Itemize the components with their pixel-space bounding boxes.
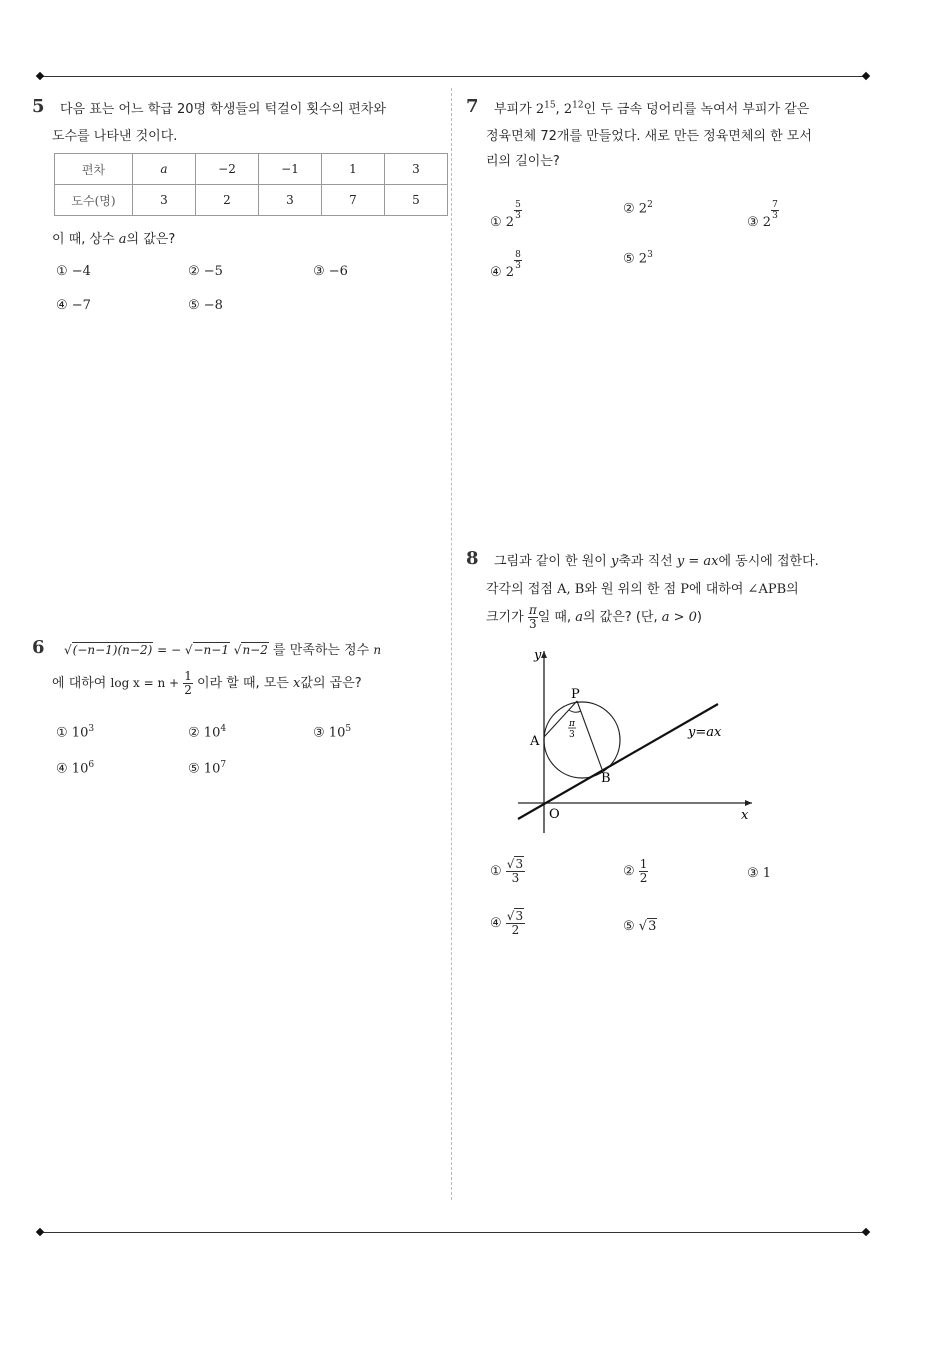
choice-mark: ① [490, 215, 502, 230]
base: 2 [563, 102, 573, 117]
line-y-ax [518, 704, 718, 819]
question-text: 의 값은? (단, [582, 610, 662, 625]
choice-mark: ① [490, 864, 502, 879]
choice-3[interactable]: ③ 1 [747, 866, 772, 881]
exponent-fraction [514, 200, 522, 221]
prompt-text: 이 때, 상수 [52, 232, 119, 247]
angle-numerator: π [569, 719, 575, 729]
choice-3[interactable]: ③ −6 [313, 264, 348, 279]
choice-3[interactable] [313, 724, 351, 740]
question-text-line1 [494, 550, 819, 569]
question-text: 리의 길이는? [486, 154, 560, 169]
base: 10 [328, 725, 346, 741]
numerator: π [528, 603, 537, 617]
line-equation: y = ax [676, 554, 719, 569]
base: 10 [203, 761, 221, 777]
choice-1[interactable] [490, 200, 522, 230]
question-text: 그림과 같이 한 원이 [494, 554, 611, 569]
point-p-label: P [571, 687, 580, 702]
x-axis-arrow [745, 800, 752, 806]
circle-tangent-figure [510, 645, 760, 837]
choice-1[interactable] [490, 858, 525, 885]
choice-mark: ⑤ [623, 919, 635, 934]
question-text: 정육면체 72개를 만들었다. 새로 만든 정육면체의 한 모서 [486, 129, 812, 144]
variable: n [373, 643, 382, 657]
table-cell: 5 [385, 185, 448, 216]
exponent: 5 [345, 724, 352, 734]
question-text: 크기가 [486, 610, 528, 625]
exponent: 15 [544, 100, 556, 111]
table-cell: 3 [259, 185, 322, 216]
denominator: 2 [511, 923, 520, 937]
question-text: 도수를 나타낸 것이다. [52, 129, 178, 144]
exponent: 6 [88, 760, 95, 770]
table-cell: −1 [259, 154, 322, 185]
question-text: 각각의 접점 [486, 582, 558, 597]
table-cell: 1 [322, 154, 385, 185]
point-a-label: A [530, 734, 540, 749]
choice-2[interactable] [623, 858, 648, 885]
exponent: 3 [647, 250, 653, 260]
exponent-fraction [771, 200, 779, 221]
question-text: 를 만족하는 정수 [268, 643, 374, 658]
question-text: ) [696, 610, 702, 625]
condition: a > 0 [661, 610, 697, 625]
base: 2 [638, 201, 648, 217]
choice-4[interactable] [490, 250, 522, 280]
base: 10 [203, 725, 221, 741]
question-text: 인 두 금속 덩어리를 녹여서 부피가 같은 [583, 102, 810, 117]
exponent-fraction [514, 250, 522, 271]
origin-label: O [549, 807, 560, 822]
base: 2 [535, 102, 545, 117]
choice-5[interactable]: ⑤ √3 [623, 919, 657, 934]
choice-5[interactable] [623, 250, 653, 266]
choice-mark: ④ [490, 916, 502, 931]
table-cell: 편차 [55, 154, 133, 185]
question-text: 부피가 [494, 102, 536, 117]
question-text: 에 대하여 [689, 582, 748, 597]
prompt-text: 의 값은? [126, 232, 176, 247]
question-text-line2 [486, 578, 799, 597]
table-row [55, 185, 448, 216]
fraction: $\frac{√3}{3}$ [506, 857, 524, 885]
choice-1[interactable] [56, 724, 94, 740]
base: 2 [638, 251, 648, 267]
line-label: y=ax [688, 725, 722, 740]
separator: , [555, 102, 564, 117]
variable: a [575, 610, 583, 625]
choice-5[interactable] [188, 760, 226, 776]
choice-mark: ⑤ [188, 761, 200, 777]
exponent: 3 [88, 724, 95, 734]
angle: ∠APB [747, 582, 787, 597]
exponent: 2 [647, 200, 653, 210]
choice-mark: ④ [490, 265, 502, 280]
choice-5[interactable]: ⑤ −8 [188, 298, 223, 313]
radicand: 3 [515, 909, 524, 923]
table-cell: 3 [385, 154, 448, 185]
numerator: 1 [639, 857, 648, 871]
numerator: 1 [184, 669, 192, 683]
variable: y [611, 554, 619, 569]
question-text: 와 원 위의 한 점 [584, 582, 681, 597]
choice-mark: ② [188, 725, 200, 741]
base: 2 [505, 265, 515, 280]
point-b-label: B [601, 771, 611, 786]
radicand: −n−1 [193, 643, 229, 657]
top-rule [40, 76, 866, 77]
denominator: 3 [511, 871, 520, 885]
numerator: 8 [515, 250, 521, 260]
points: A, B [557, 582, 585, 597]
choice-3[interactable] [747, 200, 779, 230]
deviation-table [54, 153, 448, 216]
fraction [183, 670, 193, 697]
denominator: 3 [528, 617, 537, 631]
question-text: 에 동시에 접한다. [718, 554, 819, 569]
choice-mark: ④ [56, 761, 68, 777]
fraction: $\frac{√3}{2}$ [506, 909, 524, 937]
fraction [639, 858, 649, 885]
y-axis-label: y [534, 648, 542, 663]
choice-mark: ② [623, 864, 635, 879]
denominator: 2 [184, 683, 192, 697]
table-cell: −2 [196, 154, 259, 185]
choice-2[interactable] [188, 724, 226, 740]
denominator: 3 [515, 261, 521, 271]
denominator: 2 [639, 871, 648, 885]
choice-4[interactable] [56, 760, 94, 776]
question-text: 이라 할 때, 모든 [192, 676, 294, 691]
table-row [55, 154, 448, 185]
question-text-line2 [52, 670, 362, 697]
point: P [680, 582, 690, 597]
exponent: 7 [220, 760, 227, 770]
question-number: 7 [466, 96, 479, 117]
table-cell: 2 [196, 185, 259, 216]
table-cell: 3 [133, 185, 196, 216]
radicand: 3 [515, 857, 524, 871]
question-text-line3 [486, 604, 702, 631]
base: 10 [71, 725, 89, 741]
choice-mark: ⑤ [623, 251, 635, 267]
question-text: 일 때, [537, 610, 576, 625]
x-axis-label: x [741, 808, 749, 823]
log-expression: log x = n + [110, 676, 180, 690]
exponent: 12 [572, 100, 584, 111]
question-text: 에 대하여 [52, 676, 111, 691]
variable: a [118, 232, 127, 247]
base: 2 [762, 215, 772, 230]
angle-arc [569, 710, 581, 712]
exponent: 4 [220, 724, 227, 734]
radicand: n−2 [242, 643, 268, 657]
denominator: 3 [515, 211, 521, 221]
choice-4[interactable] [490, 910, 525, 937]
choice-mark: ② [623, 201, 635, 217]
fraction [528, 604, 538, 631]
choice-mark: ③ [747, 215, 759, 230]
question-number: 6 [32, 637, 45, 658]
radicand: 3 [648, 919, 657, 934]
question-text-line1 [494, 98, 809, 117]
denominator: 3 [772, 211, 778, 221]
choice-4[interactable]: ④ −7 [56, 298, 91, 313]
table-cell: a [133, 154, 196, 185]
bottom-rule [40, 1232, 866, 1233]
numerator: 5 [515, 200, 521, 210]
column-divider [451, 88, 452, 1200]
question-equation: √(−n−1)(n−2) = − √−n−1 √n−2 를 만족하는 정수 n [64, 643, 382, 658]
base: 2 [505, 215, 515, 230]
base: 10 [71, 761, 89, 777]
choice-mark: ① [56, 725, 68, 741]
question-text: 다음 표는 어느 학급 20명 학생들의 턱걸이 횟수의 편차와 [60, 102, 386, 117]
question-text: 축과 직선 [618, 554, 677, 569]
choice-1[interactable]: ① −4 [56, 264, 91, 279]
variable: x [293, 676, 301, 691]
choice-2[interactable]: ② −5 [188, 264, 223, 279]
choice-mark: ③ [313, 725, 325, 741]
y-axis-arrow [541, 651, 547, 658]
question-text: 값의 곱은? [300, 676, 362, 691]
choice-2[interactable] [623, 200, 653, 216]
table-cell: 7 [322, 185, 385, 216]
table-cell: 도수(명) [55, 185, 133, 216]
question-number: 8 [466, 548, 479, 569]
equals: = − [153, 643, 185, 657]
angle-denominator: 3 [569, 730, 575, 740]
radicand: (−n−1)(n−2) [72, 643, 153, 657]
question-number: 5 [32, 96, 45, 117]
segment-pb [577, 701, 603, 772]
question-prompt [52, 228, 175, 247]
numerator: 7 [772, 200, 778, 210]
question-text: 의 [786, 582, 799, 597]
